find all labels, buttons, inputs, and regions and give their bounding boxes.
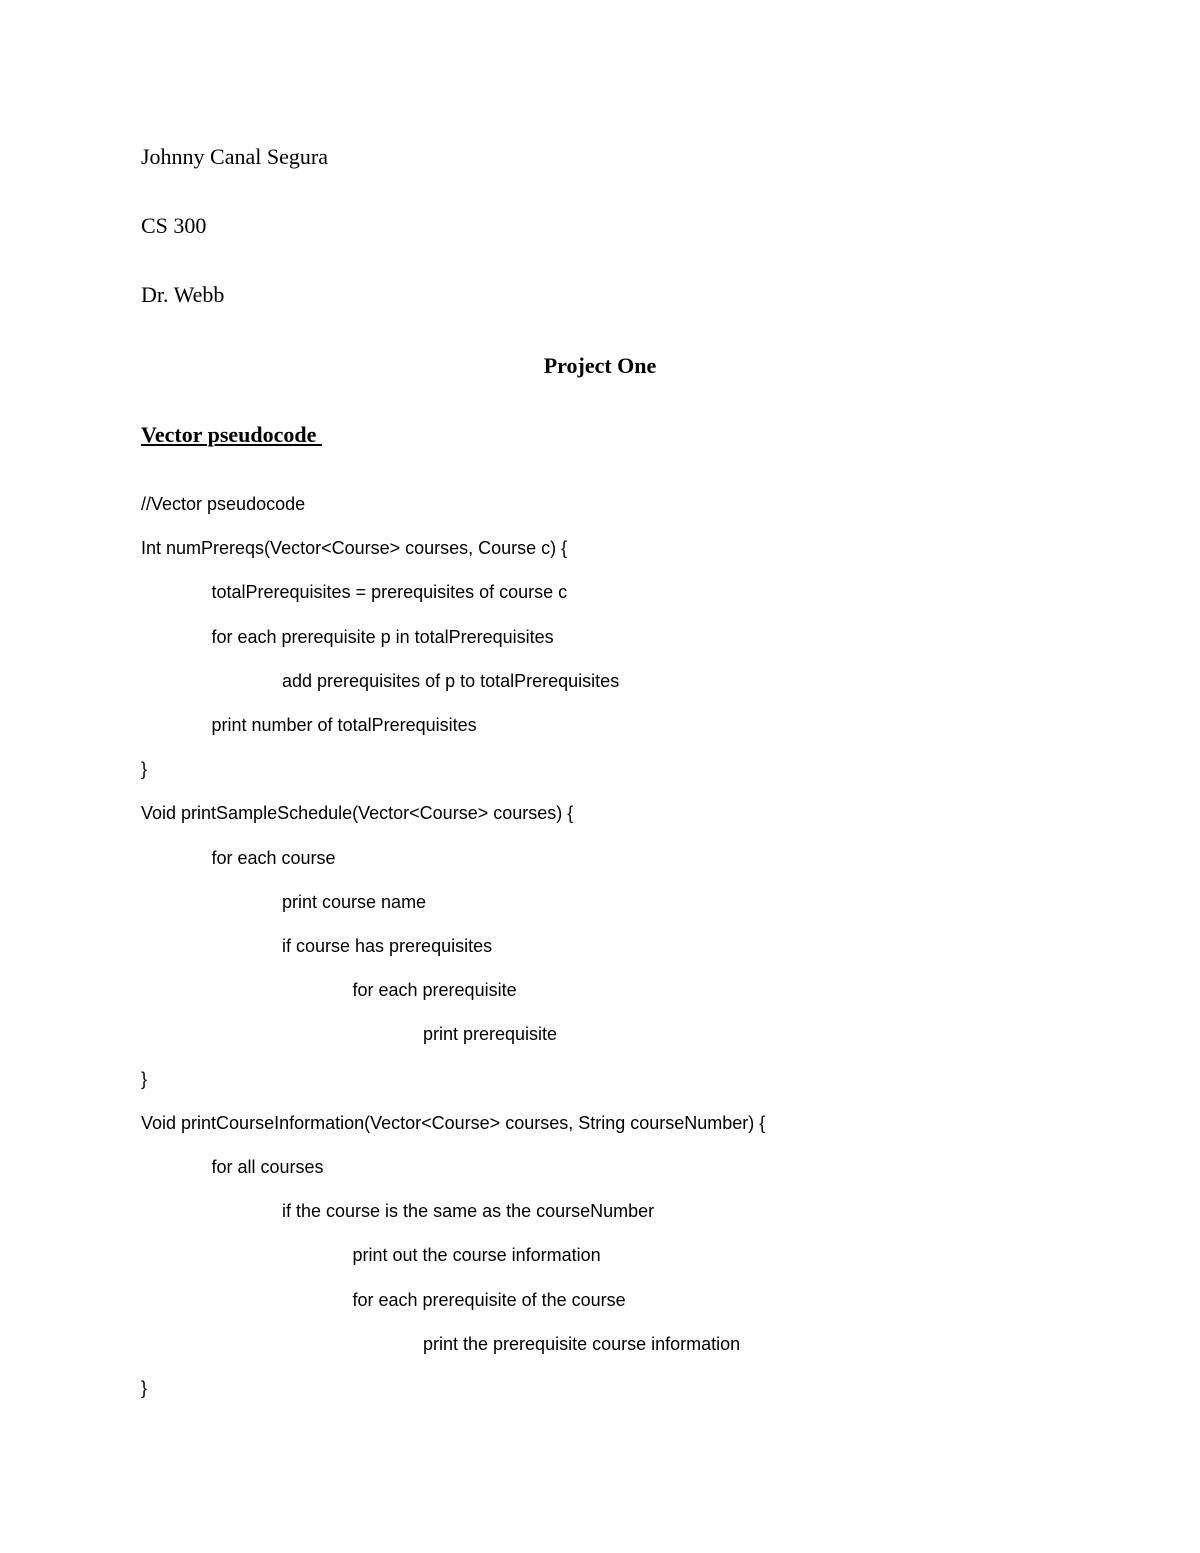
code-line: add prerequisites of p to totalPrerequisites (282, 670, 620, 691)
code-line: } (141, 1068, 148, 1089)
code-line: for each prerequisite of the course (352, 1289, 626, 1310)
author-name: Johnny Canal Segura (141, 144, 328, 169)
code-line: print the prerequisite course information (423, 1333, 741, 1354)
code-line: } (141, 1378, 148, 1398)
code-line: print prerequisite (423, 1024, 558, 1045)
course-code: CS 300 (141, 213, 207, 238)
instructor-name: Dr. Webb (141, 282, 225, 307)
code-line: for all courses (211, 1157, 324, 1177)
code-line: print course name (282, 891, 427, 912)
section-heading: Vector pseudocode (141, 422, 322, 447)
code-line: print number of totalPrerequisites (211, 715, 477, 735)
code-line: if the course is the same as the courseNumber (282, 1201, 655, 1222)
document-title: Project One (543, 353, 657, 378)
code-line: for each course (211, 847, 336, 868)
code-line: Void printCourseInformation(Vector<Course> courses, String courseNumber) { (141, 1112, 766, 1133)
code-line: //Vector pseudocode (141, 494, 306, 514)
code-line: for each prerequisite (352, 980, 517, 1001)
code-line: Int numPrereqs(Vector<Course> courses, Course c) { (141, 538, 568, 559)
code-line: } (141, 759, 148, 780)
code-line: print out the course information (352, 1245, 601, 1266)
code-line: Void printSampleSchedule(Vector<Course> courses) { (141, 803, 574, 824)
code-line: if course has prerequisites (282, 936, 493, 956)
code-line: for each prerequisite p in totalPrerequisites (211, 626, 554, 647)
code-line: totalPrerequisites = prerequisites of course c (211, 582, 568, 603)
